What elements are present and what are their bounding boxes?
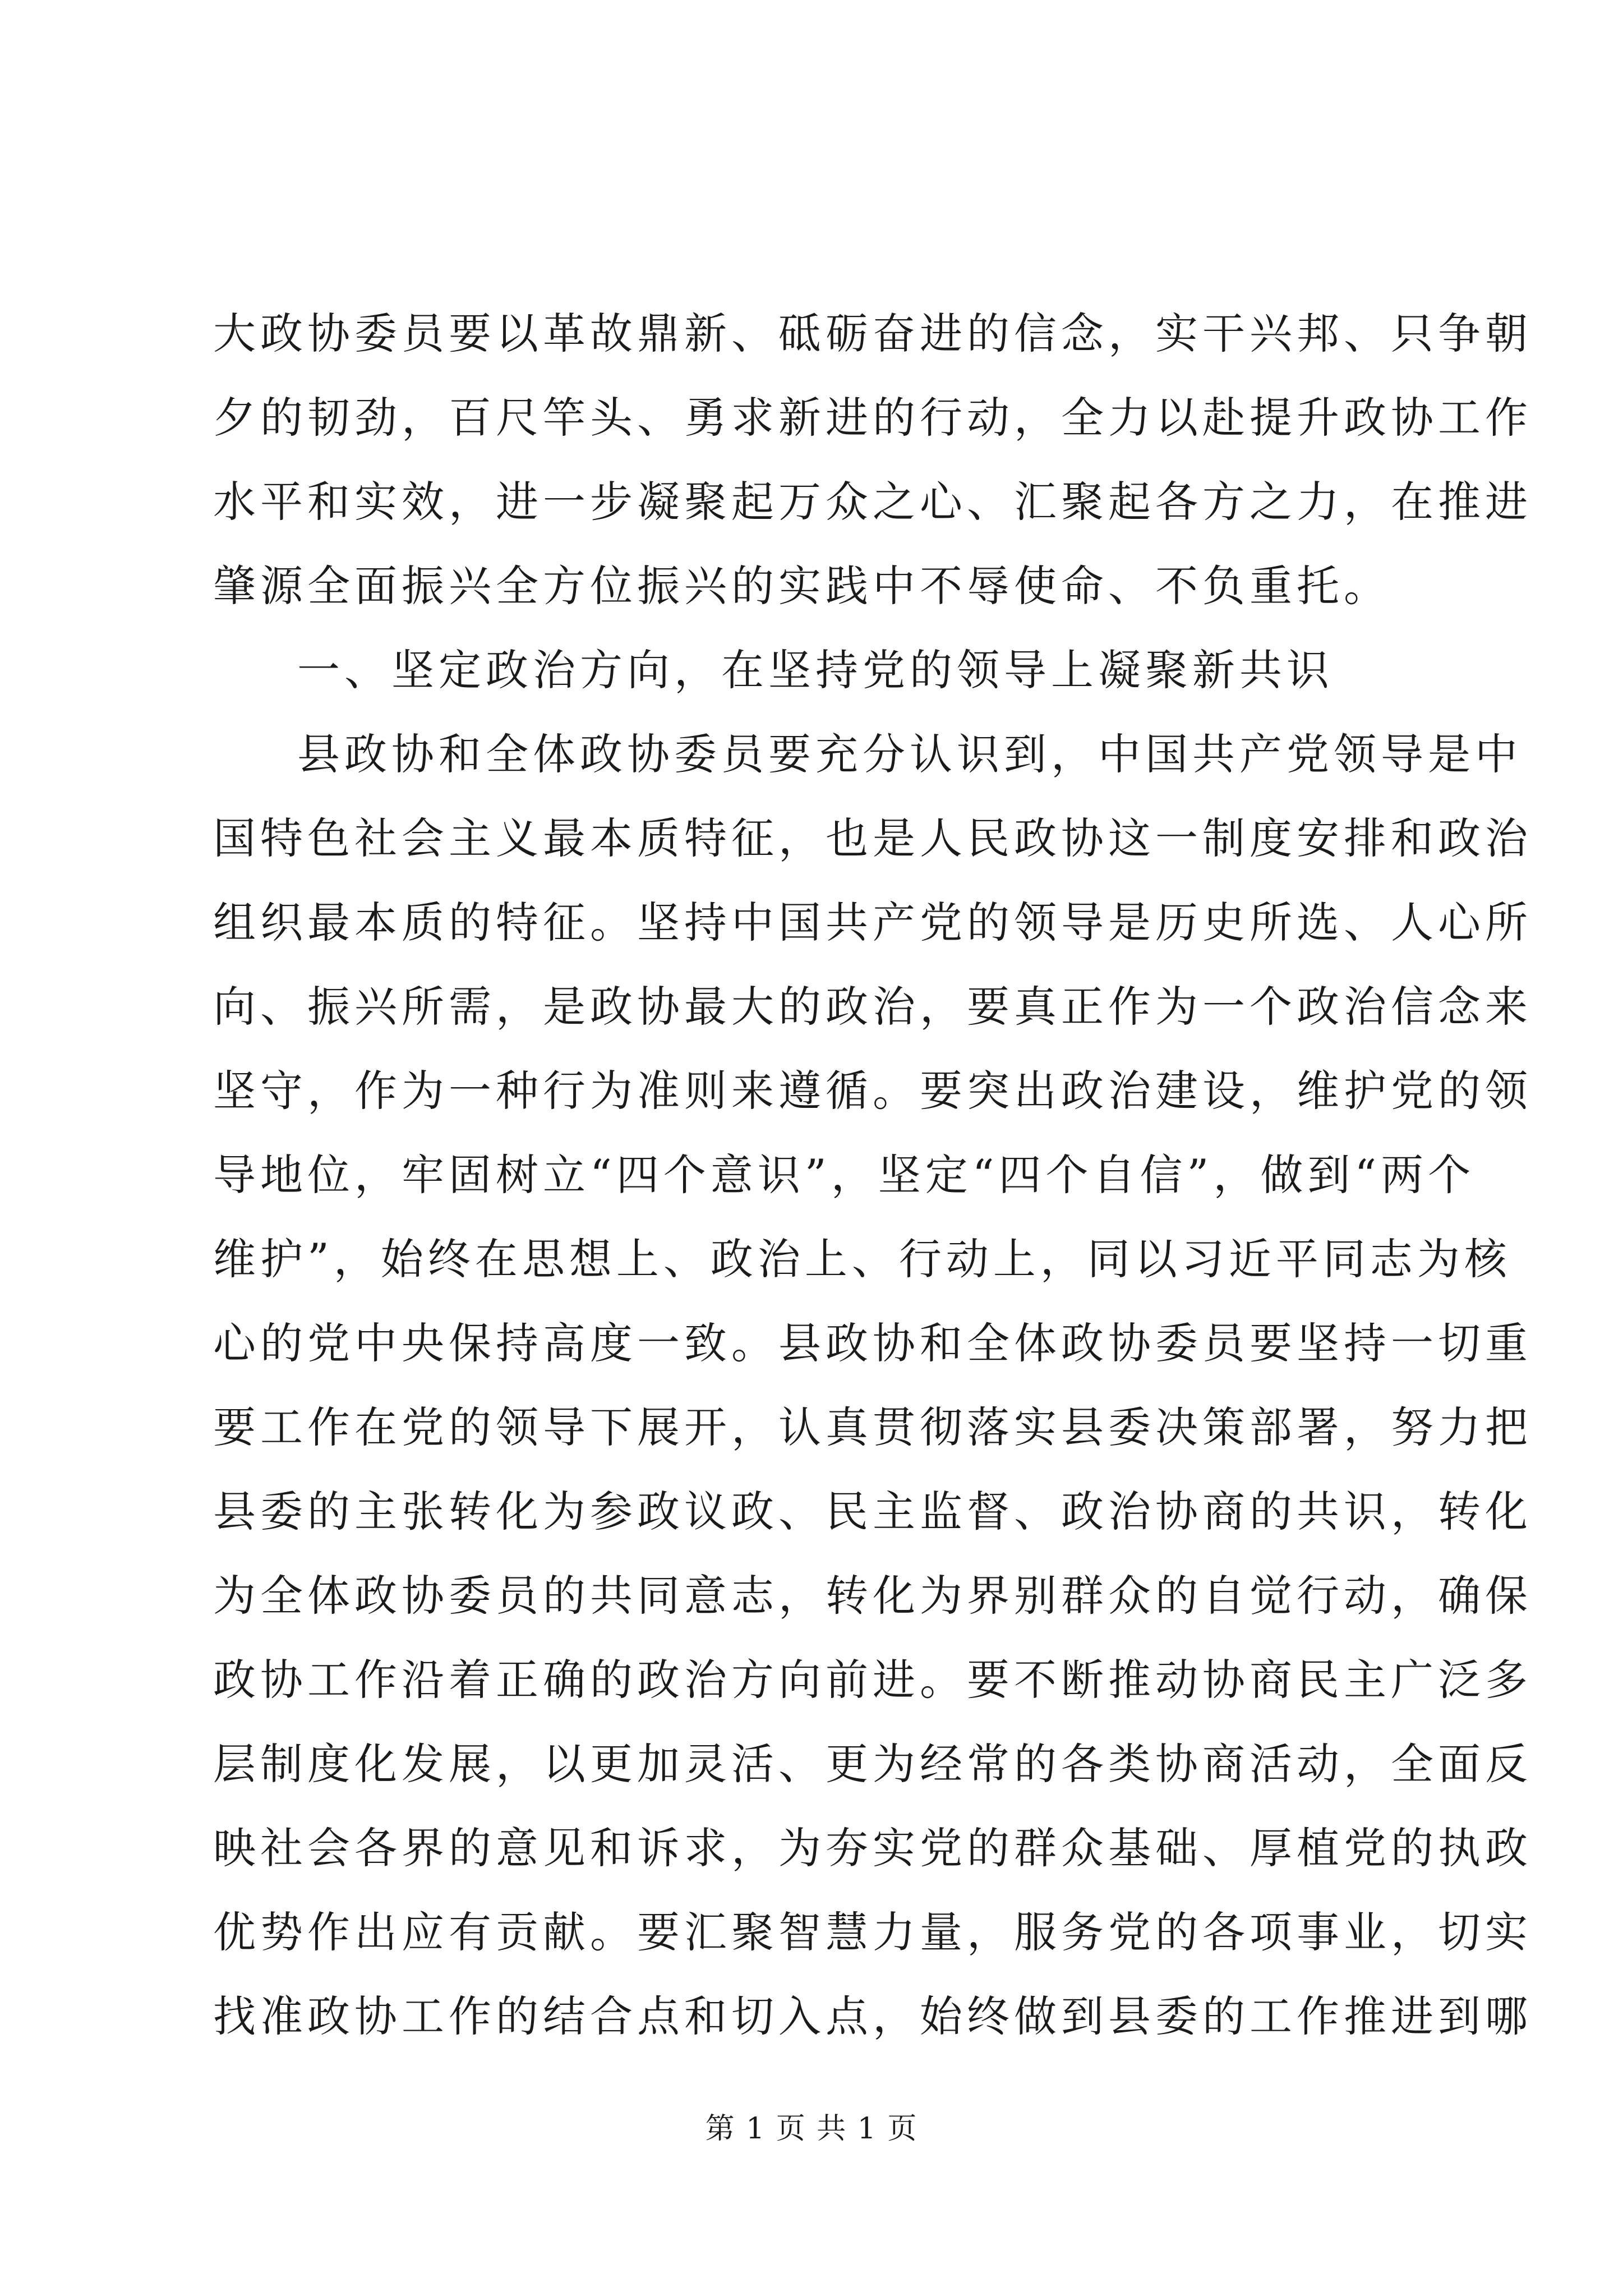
text-line: 要工作在党的领导下展开，认真贯彻落实县委决策部署，努力把 — [213, 1402, 1532, 1452]
text-line: 县委的主张转化为参政议政、民主监督、政治协商的共识，转化 — [213, 1487, 1532, 1536]
text-line: 为全体政协委员的共同意志，转化为界别群众的自觉行动，确保 — [213, 1571, 1532, 1621]
text-line: 优势作出应有贡献。要汇聚智慧力量，服务党的各项事业，切实 — [213, 1907, 1532, 1957]
text-line: 心的党中央保持高度一致。县政协和全体政协委员要坚持一切重 — [213, 1318, 1532, 1368]
text-line: 水平和实效，进一步凝聚起万众之心、汇聚起各方之力，在推进 — [213, 477, 1532, 527]
text-line: 国特色社会主义最本质特征，也是人民政协这一制度安排和政治 — [213, 813, 1532, 863]
text-line: 大政协委员要以革故鼎新、砥砺奋进的信念，实干兴邦、只争朝 — [213, 309, 1532, 358]
document-body — [213, 292, 1532, 2059]
text-line: 维护”，始终在思想上、政治上、行动上，同以习近平同志为核 — [213, 1234, 1511, 1284]
text-line: 向、振兴所需，是政协最大的政治，要真正作为一个政治信念来 — [213, 982, 1532, 1032]
section-heading: 一、坚定政治方向，在坚持党的领导上凝聚新共识 — [297, 645, 1334, 695]
text-line: 夕的韧劲，百尺竿头、勇求新进的行动，全力以赴提升政协工作 — [213, 393, 1532, 443]
text-line: 政协工作沿着正确的政治方向前进。要不断推动协商民主广泛多 — [213, 1655, 1532, 1705]
text-line: 坚守，作为一种行为准则来遵循。要突出政治建设，维护党的领 — [213, 1066, 1532, 1116]
text-line: 县政协和全体政协委员要充分认识到，中国共产党领导是中 — [297, 729, 1522, 779]
page-number-footer: 第 1 页 共 1 页 — [705, 2112, 918, 2146]
text-line: 层制度化发展，以更加灵活、更为经常的各类协商活动，全面反 — [213, 1739, 1532, 1789]
text-line: 导地位，牢固树立“四个意识”，坚定“四个自信”，做到“两个 — [213, 1150, 1476, 1200]
text-line: 肇源全面振兴全方位振兴的实践中不辱使命、不负重托。 — [213, 561, 1391, 611]
text-line: 组织最本质的特征。坚持中国共产党的领导是历史所选、人心所 — [213, 898, 1532, 947]
text-line: 映社会各界的意见和诉求，为夯实党的群众基础、厚植党的执政 — [213, 1823, 1532, 1873]
text-line: 找准政协工作的结合点和切入点，始终做到县委的工作推进到哪 — [213, 1991, 1532, 2041]
